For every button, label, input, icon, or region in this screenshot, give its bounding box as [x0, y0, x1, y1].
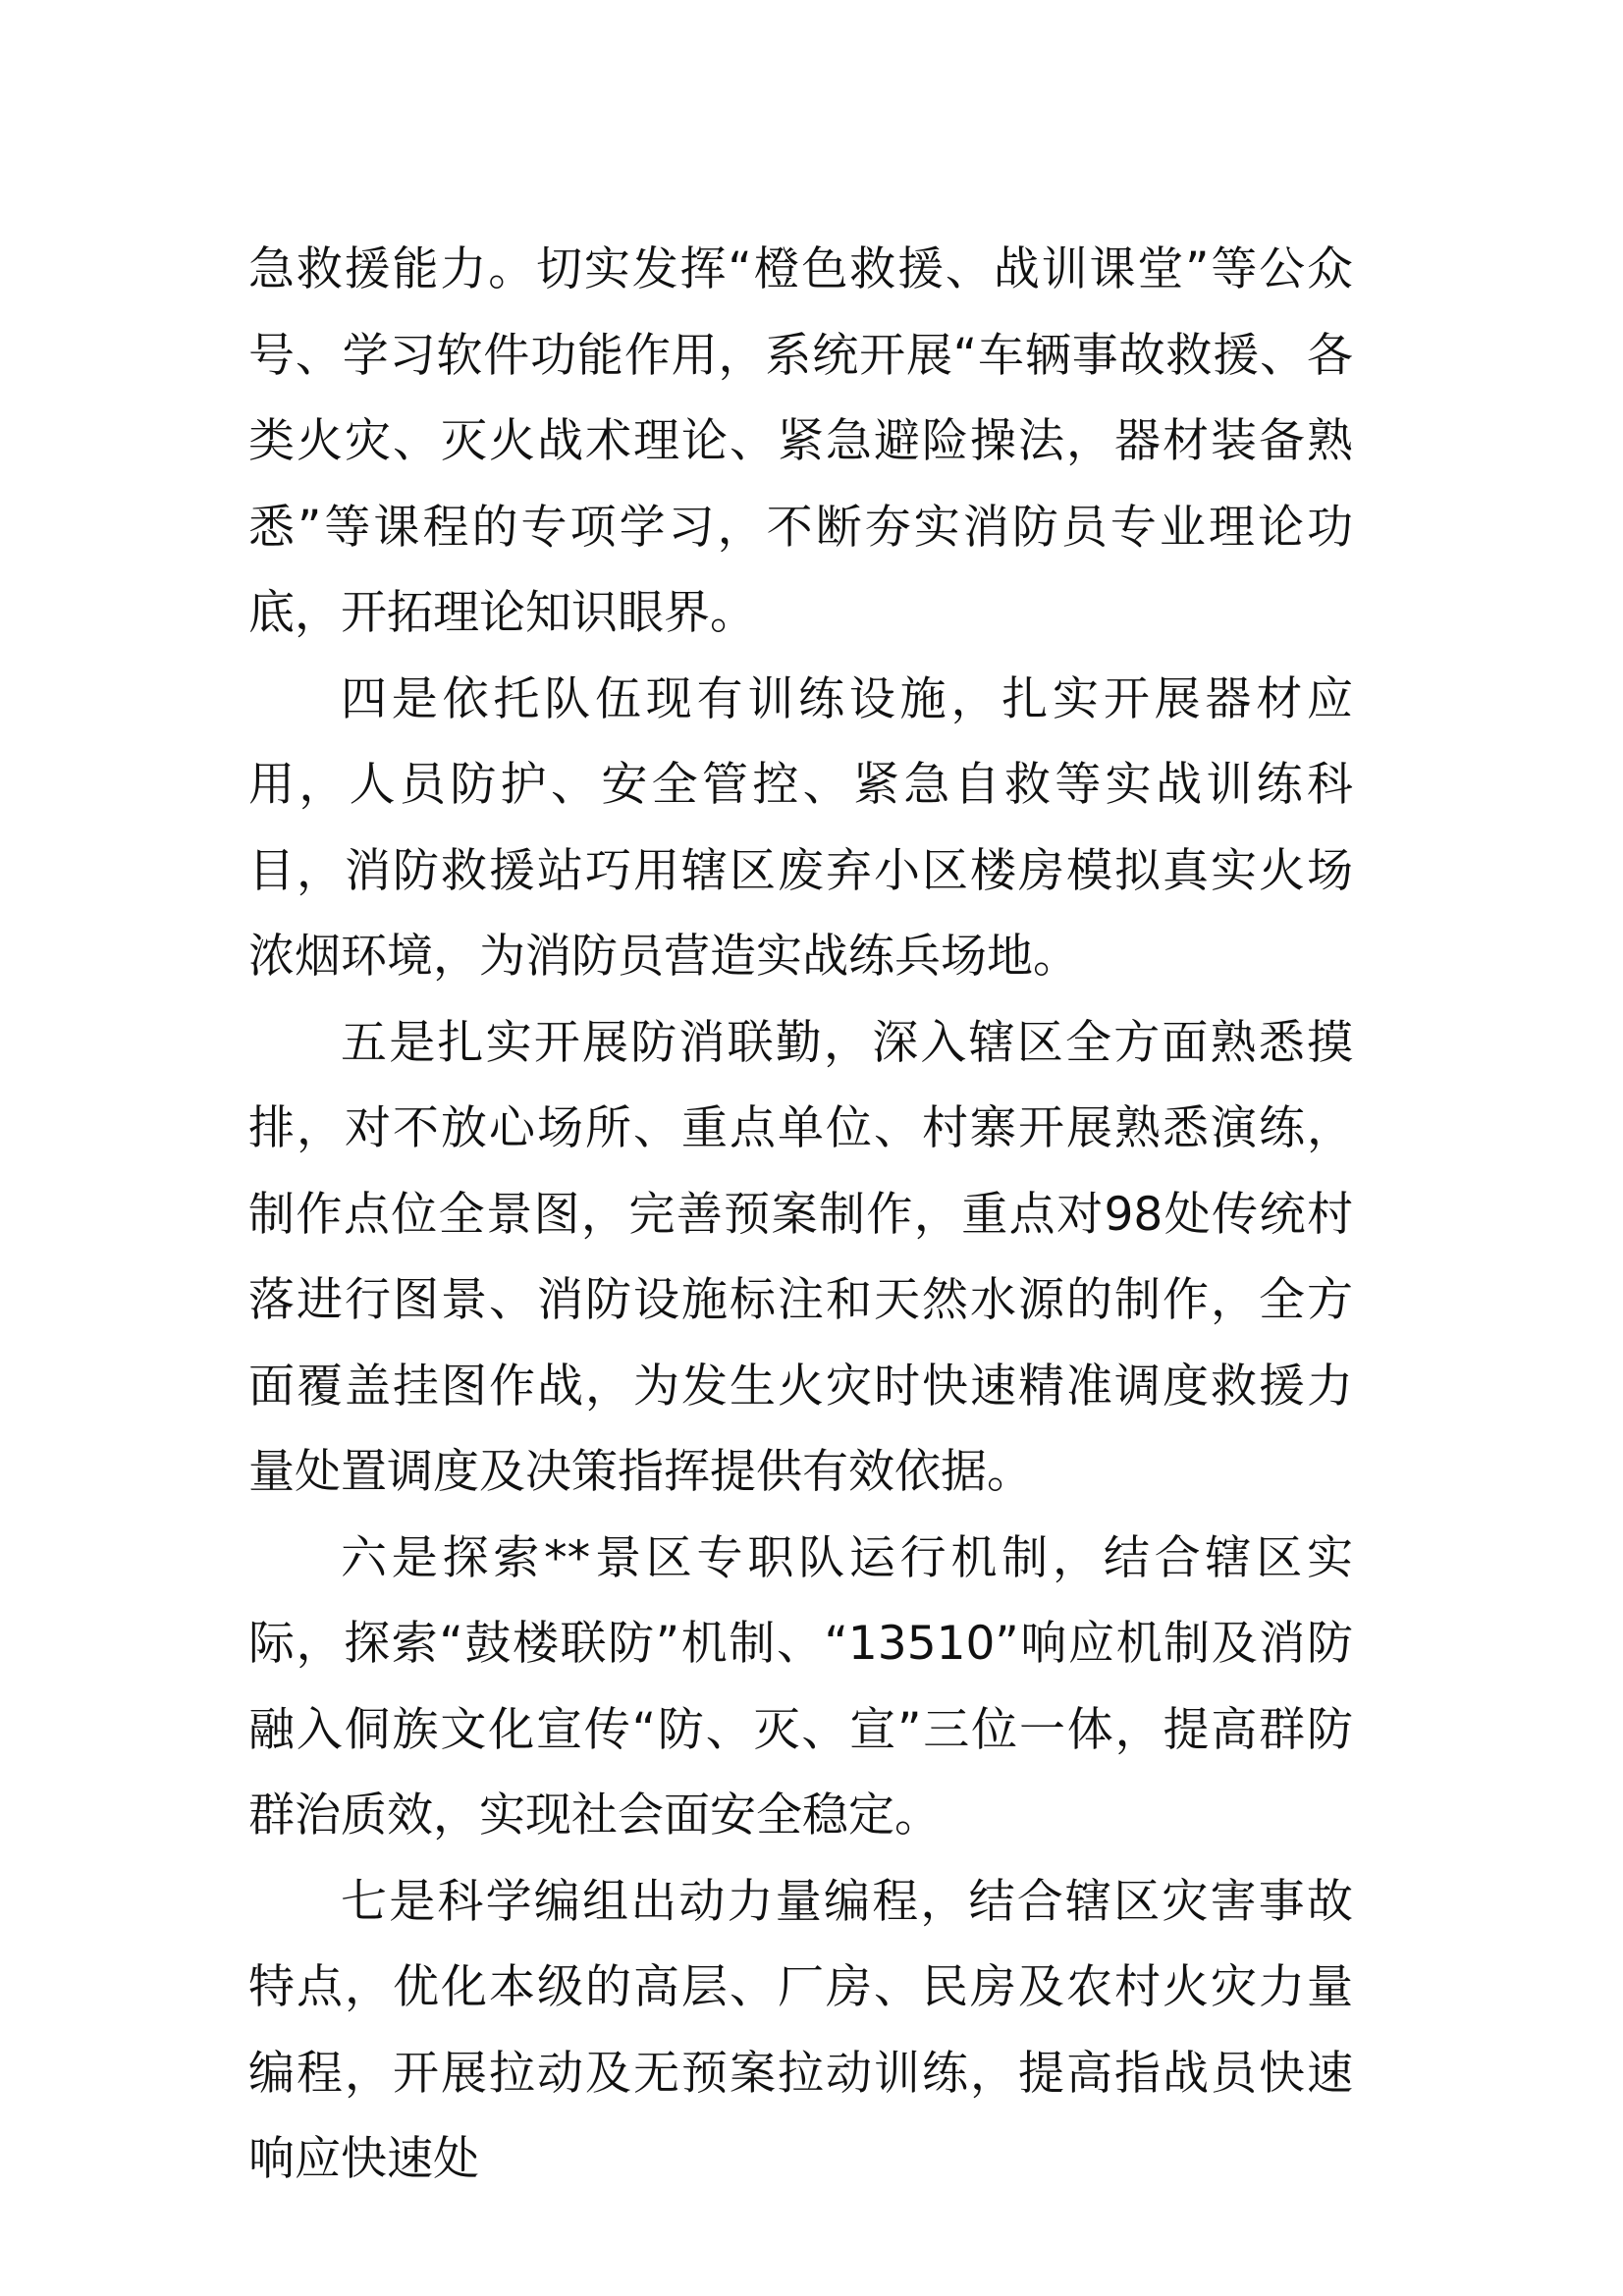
paragraph-4: 六是探索**景区专职队运行机制，结合辖区实际，探索“鼓楼联防”机制、“13510”响应机制及消防融入侗族文化宣传“防、灭、宣”三位一体，提高群防群治质效，实现社会面安全稳定。 [248, 1530, 1353, 1842]
paragraph-2: 四是依托队伍现有训练设施，扎实开展器材应用，人员防护、安全管控、紧急自救等实战训练科目，消防救援站巧用辖区废弃小区楼房模拟真实火场浓烟环境，为消防员营造实战练兵场地。 [248, 671, 1353, 984]
body-text [248, 227, 1353, 2203]
paragraph-5: 七是科学编组出动力量编程，结合辖区灾害事故特点，优化本级的高层、厂房、民房及农村火灾力量编程，开展拉动及无预案拉动训练，提高指战员快速响应快速处 [248, 1874, 1353, 2186]
paragraph-1: 急救援能力。切实发挥“橙色救援、战训课堂”等公众号、学习软件功能作用，系统开展“车辆事故救援、各类火灾、灭火战术理论、紧急避险操法，器材装备熟悉”等课程的专项学习，不断夯实消防员专业理论功底，开拓理论知识眼界。 [248, 242, 1353, 640]
paragraph-3: 五是扎实开展防消联勤，深入辖区全方面熟悉摸排，对不放心场所、重点单位、村寨开展熟悉演练，制作点位全景图，完善预案制作，重点对98处传统村落进行图景、消防设施标注和天然水源的制作，全方面覆盖挂图作战，为发生火灾时快速精准调度救援力量处置调度及决策指挥提供有效依据。 [248, 1015, 1353, 1499]
